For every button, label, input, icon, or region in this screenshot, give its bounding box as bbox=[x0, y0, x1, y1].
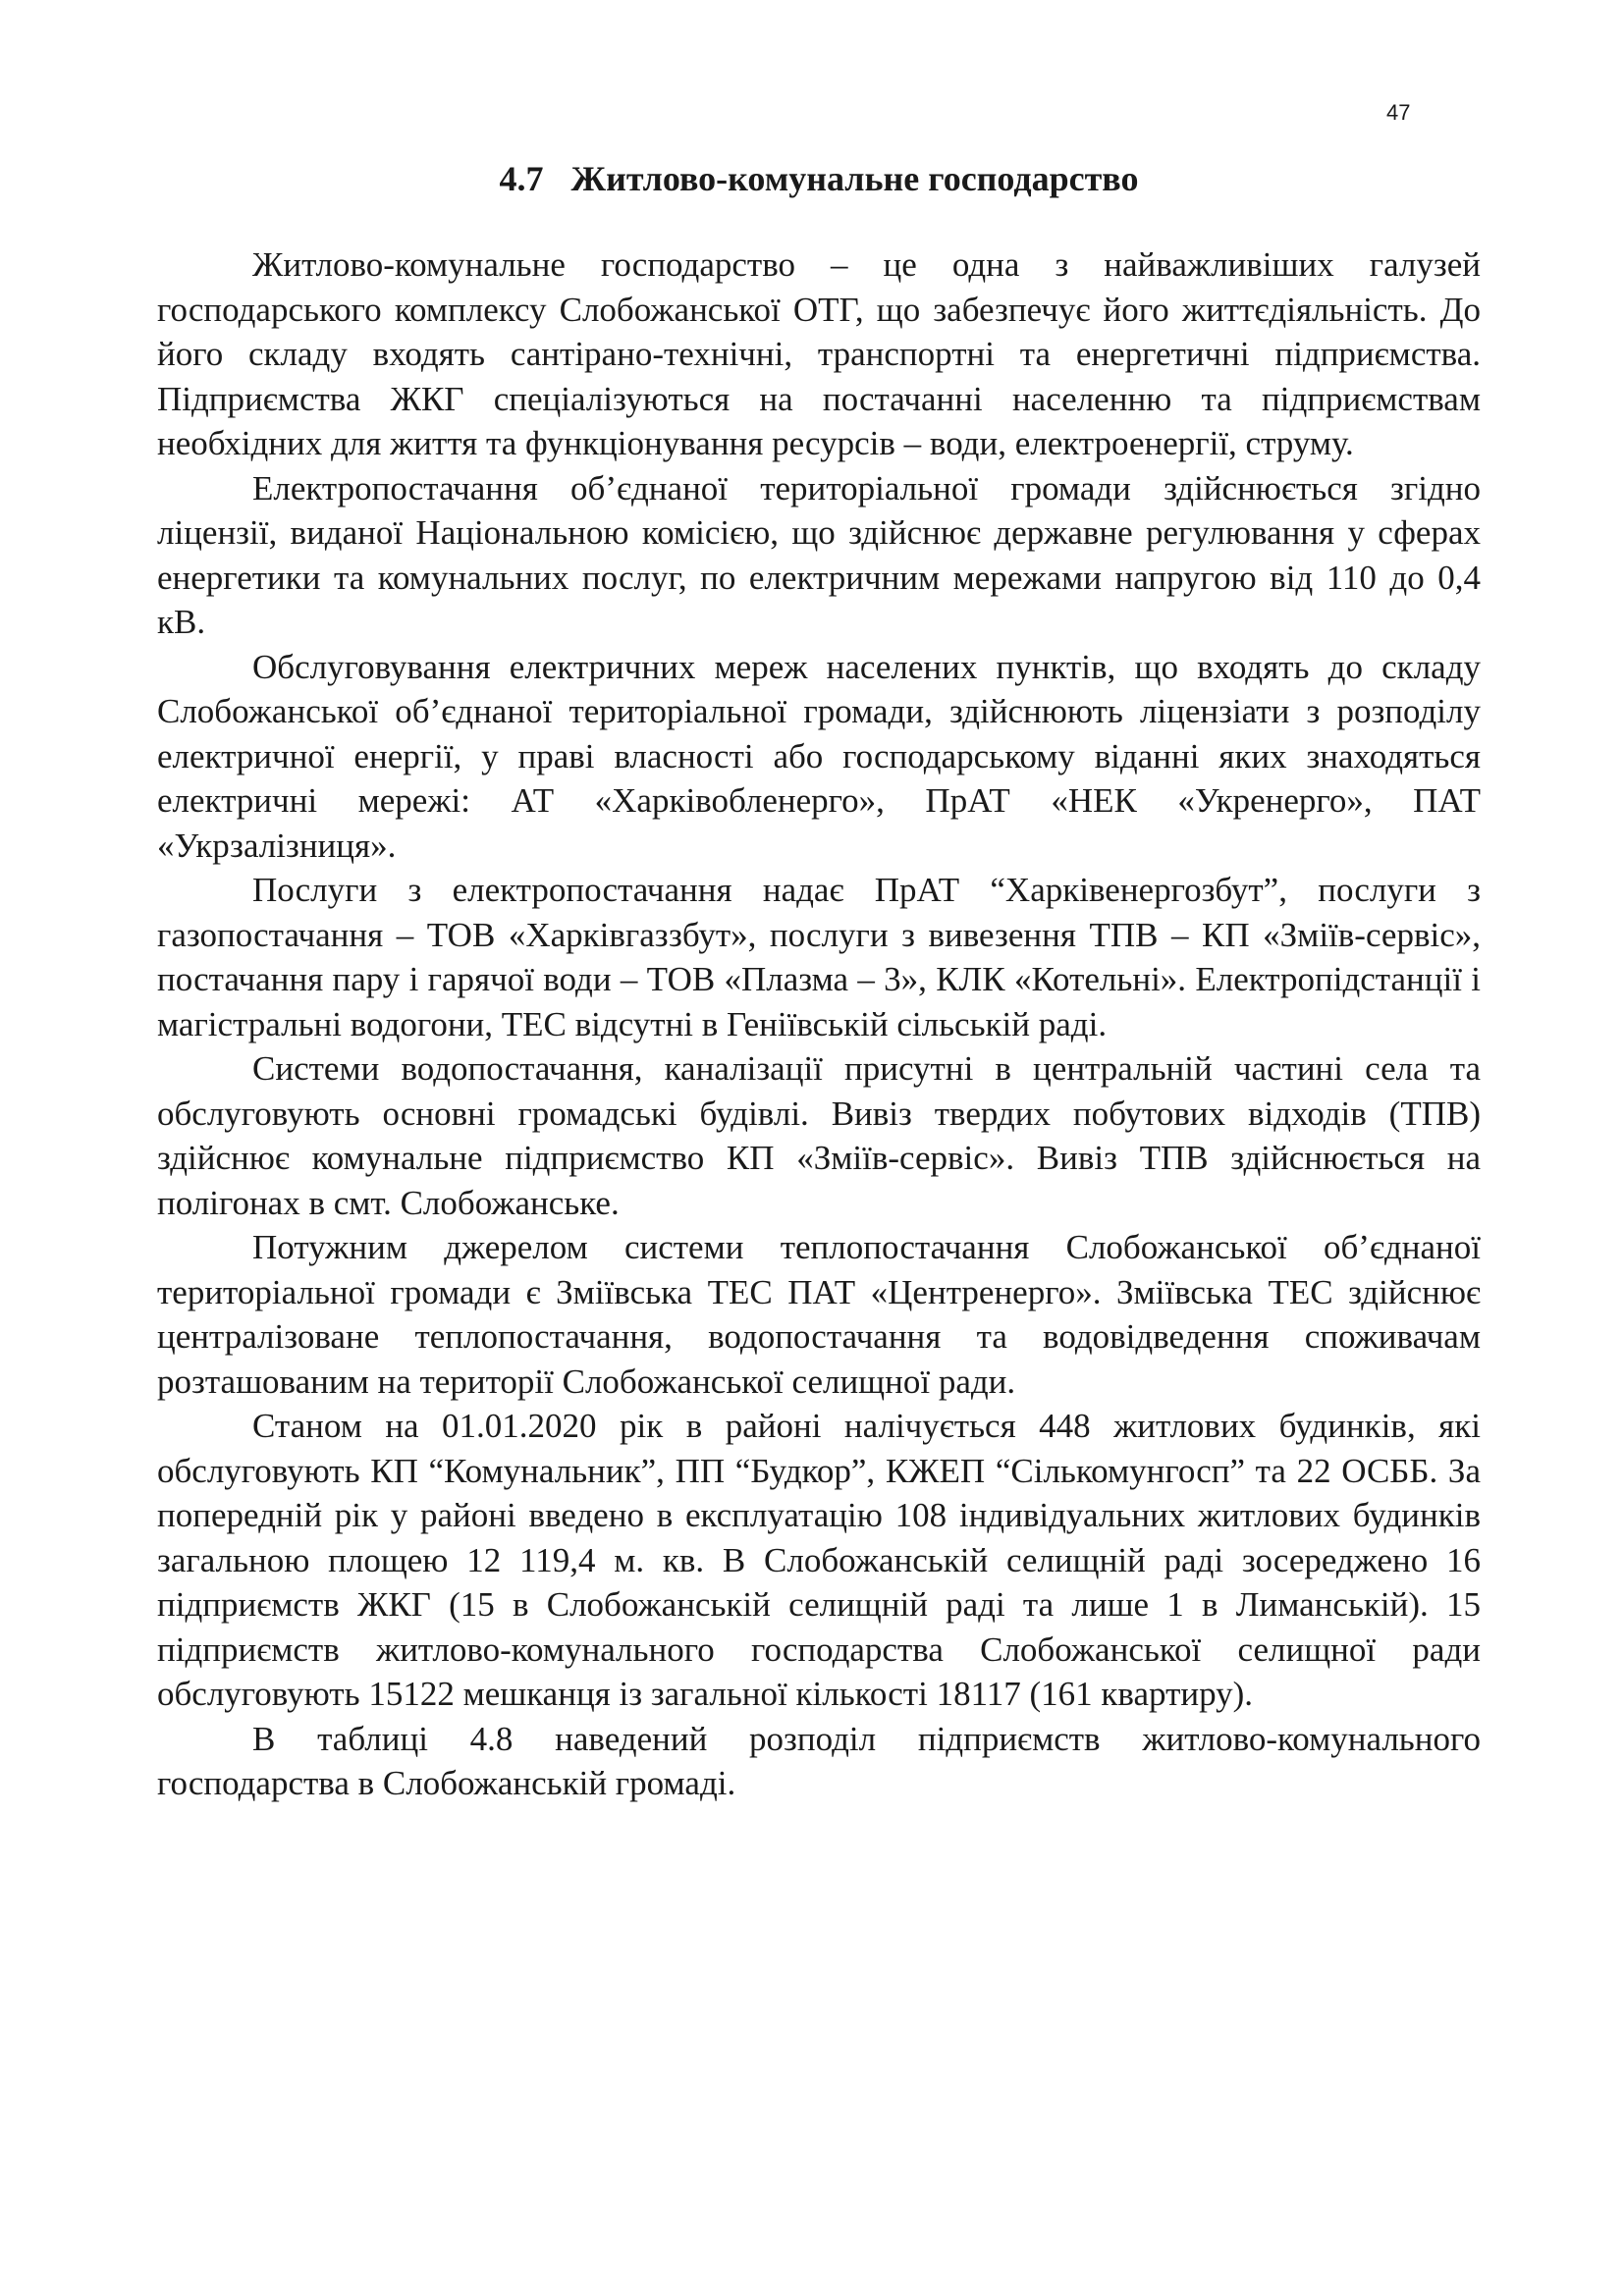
body-text bbox=[157, 242, 1481, 1806]
paragraph: Обслуговування електричних мереж населених пунктів, що входять до складу Слобожанської об’єднаної територіальної громади, здійснюють ліцензіати з розподілу електричної енергії, у праві власності або господарському віданні яких знаходяться електричні мережі: АТ «Харківобленерго», ПрАТ «НЕК «Укренерго», ПАТ «Укрзалізниця». bbox=[157, 647, 1481, 865]
paragraph: Електропостачання об’єднаної територіальної громади здійснюється згідно ліцензії, виданої Національною комісією, що здійснює державне регулювання у сферах енергетики та комунальних послуг, по електричним мережами напругою від 110 до 0,4 кВ. bbox=[157, 468, 1481, 641]
section-number: 4.7 bbox=[499, 159, 544, 198]
paragraph: Потужним джерелом системи теплопостачання Слобожанської об’єднаної територіальної громади є Зміївська ТЕС ПАТ «Центренерго». Зміївська ТЕС здійснює централізоване теплопостачання, водопостачання та водовідведення споживачам розташованим на території Слобожанської селищної ради. bbox=[157, 1228, 1481, 1401]
section-heading bbox=[157, 155, 1481, 202]
paragraph: Станом на 01.01.2020 рік в районі налічується 448 житлових будинків, які обслуговують КП “Комунальник”, ПП “Будкор”, КЖЕП “Сількомунгосп” та 22 ОСББ. За попередній рік у районі введено в експлуатацію 108 індивідуальних житлових будинків загальною площею 12 119,4 м. кв. В Слобожанській селищній раді зосереджено 16 підприємств ЖКГ (15 в Слобожанській селищній раді та лише 1 в Лиманській). 15 підприємств житлово-комунального господарства Слобожанської селищної ради обслуговують 15122 мешканця із загальної кількості 18117 (161 квартиру). bbox=[157, 1407, 1481, 1713]
page-number: 47 bbox=[1386, 100, 1411, 125]
section-title: Житлово-комунальне господарство bbox=[570, 159, 1139, 198]
paragraph: Житлово-комунальне господарство – це одна з найважливіших галузей господарського комплексу Слобожанської ОТГ, що забезпечує його життєдіяльність. До його складу входять сантірано-технічні, транспортні та енергетичні підприємства. Підприємства ЖКГ спеціалізуються на постачанні населенню та підприємствам необхідних для життя та функціонування ресурсів – води, електроенергії, струму. bbox=[157, 245, 1481, 462]
paragraph: Системи водопостачання, каналізації присутні в центральній частині села та обслуговують основні громадські будівлі. Вивіз твердих побутових відходів (ТПВ) здійснює комунальне підприємство КП «Зміїв-сервіс». Вивіз ТПВ здійснюється на полігонах в смт. Слобожанське. bbox=[157, 1049, 1481, 1222]
paragraph: В таблиці 4.8 наведений розподіл підприємств житлово-комунального господарства в Слобожанській громаді. bbox=[157, 1719, 1481, 1802]
paragraph: Послуги з електропостачання надає ПрАТ “Харківенергозбут”, послуги з газопостачання – ТОВ «Харківгаззбут», послуги з вивезення ТПВ – КП «Зміїв-сервіс», постачання пару і гарячої води – ТОВ «Плазма – 3», КЛК «Котельні». Електропідстанції і магістральні водогони, ТЕС відсутні в Геніївській сільській раді. bbox=[157, 871, 1481, 1043]
